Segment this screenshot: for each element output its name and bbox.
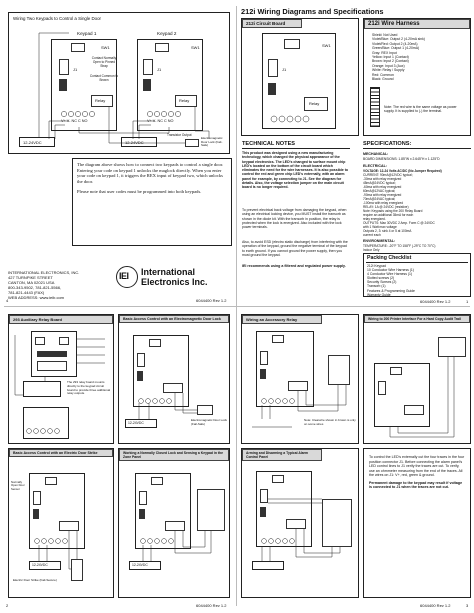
address-line: 427 TURNPIKE STREET xyxy=(8,275,53,280)
board-j1: J1 xyxy=(282,67,287,72)
spec-elec-line: 45mA@24VDC typical; xyxy=(363,181,396,185)
accessory-note: Note: Clearwire shown in brown is only on some wires xyxy=(304,418,356,426)
diagram-door-strike xyxy=(8,448,114,598)
tech-notes-rule xyxy=(242,148,350,149)
diagram-nc-lock xyxy=(118,448,230,598)
harness-item: Gray: REX Input xyxy=(372,50,397,55)
tech-notes-para-3: Also, to avoid ESD (electro static discharge) from interfering with the operation of the keypad, ground the negative terminal of the keypad to earth ground. If you cannot ground the power supply, then you must ground the keypad. xyxy=(242,240,348,257)
packing-item: Features & Programming Guide xyxy=(367,288,415,293)
doc-number: 6044400 Rev 1.2 xyxy=(196,298,227,303)
accessory-wiring xyxy=(242,315,360,445)
spec-elec-line: -90ma with relay energized xyxy=(363,193,402,197)
transistor-label: Transistor Output xyxy=(167,133,192,137)
address-line: 781-821-4443 (FAX) xyxy=(8,290,45,295)
spec-elec-title: ELECTRICAL: xyxy=(363,164,387,168)
packing-item: Transorb (1) xyxy=(367,284,386,289)
maglock-device-label: Electromagnetic Door Lock (Fail-Safe) xyxy=(191,418,228,426)
wire-harness-header: 212i Wire Harness xyxy=(364,19,470,29)
page-number: 3 xyxy=(466,603,469,608)
circuit-board-header: 212i Circuit Board xyxy=(242,19,302,28)
packing-item: 10 Conductor Wire Harness (1) xyxy=(367,268,414,273)
warning-text-bold: Permanent damage to the keypad may result if voltage is connected to J1 when the traces are not cut. xyxy=(369,480,463,489)
diagram-strike-header: Basic Access Control with an Electric Door Strike xyxy=(9,449,113,457)
keypad2-terminals: V+ V- NC C NO xyxy=(147,119,174,123)
tech-notes-recommend: IEI recommends using a filtered and regulated power supply. xyxy=(242,264,346,268)
keypad2-j1: J1 xyxy=(157,67,162,72)
tech-notes-para-1: This product was designed using a new manufacturing technology, which changed the physical appearance of the keypad electronics. The LED's changed to surface mount chip LED's located on the bottom of the circuit board which eliminates the need for the wire harnesses. It is also possible to control the red and green chip LED's externally, with an alarm panel for example, by connecting to J1. See the diagram for details. Also, the voltage selection jumper on the main circuit board is no longer required. xyxy=(242,151,349,190)
accessory-header: Wiring an Accessory Relay xyxy=(242,315,322,324)
harness-item: Yellow: Input 1 (Contact) xyxy=(372,55,409,60)
spec-env-title: ENVIRONMENTAL: xyxy=(363,239,396,243)
spec-elec-line: OUTPUTS: Max 30VDC 2 Amp. Form C @ 24VDC xyxy=(363,221,435,225)
address-line: 800-343-9502, 781-821-5566, xyxy=(8,285,62,290)
board-sw1: SW1 xyxy=(322,43,331,48)
company-name-1: International xyxy=(141,267,196,277)
packing-rule xyxy=(366,262,468,263)
power-supply-1-label: 12-24VDC xyxy=(23,140,42,145)
packing-item: 4 Conductor Wire Harness (1) xyxy=(367,272,413,277)
harness-item: White: Relay / Supply xyxy=(372,68,405,73)
spec-elec-line: 60mA@12VAC typical; xyxy=(363,189,396,193)
packing-checklist xyxy=(363,253,471,297)
harness-item: Green/Blue: Output 1 (4-20mA) xyxy=(372,46,420,51)
printer-header: Wiring to 200 Printer Interface For a Hard Copy Audit Trail xyxy=(364,315,470,323)
diagram-accessory-relay xyxy=(241,314,359,444)
page-number: 2 xyxy=(6,603,9,608)
harness-list xyxy=(372,33,425,81)
spec-env-line: Indoor Only xyxy=(363,248,380,252)
two-keypads-diagram xyxy=(8,12,230,154)
harness-item: Brown: Input 2 (Contact) xyxy=(372,59,409,64)
description-box xyxy=(72,158,232,246)
strike-device-label: Electric Door Strike (Fail-Secure) xyxy=(13,578,57,582)
harness-item: Violet/Blue: Output 2 (4-20mA sink) xyxy=(372,37,425,42)
spec-elec-line: Outputs 2, 3: sink 4 or 5 at 100mA xyxy=(363,229,412,233)
iei-logo-text: IEI xyxy=(119,271,129,281)
spec-elec-line: RELAY: 1A @ 24VDC (resistive) xyxy=(363,205,409,209)
nc-power-label: 12-24VDC xyxy=(132,563,148,567)
diagram-293-header: 293 Auxiliary Relay Board xyxy=(9,315,113,324)
diagram-alarm-panel xyxy=(241,448,359,598)
two-keypads-wiring xyxy=(9,13,231,155)
keypad2-sw1: SW1 xyxy=(191,45,200,50)
contact-note: Contact Normally Open to Pinned Strap xyxy=(91,56,117,68)
alarm-header: Arming and Disarming a Typical Alarm Control Panel xyxy=(242,449,322,461)
spec-elec-line: Note: Keypads using the 200 Relay Board xyxy=(363,209,423,213)
tech-notes-para-2: To prevent electrical back voltage from damaging the keypad, when using an electrical locking device, you MUST install the transorb as shown in the diode kit. With the transorb in position, the relay is protected when the lock is energized. Also included with the lock power terminals. xyxy=(242,208,347,230)
diagram-maglock-header: Basic Access Control with an Electromagnetic Door Lock xyxy=(119,315,229,323)
harness-item: Violet/Red: Output 2 (4-20mA) xyxy=(372,41,418,46)
specs-title: SPECIFICATIONS: xyxy=(363,141,412,147)
packing-item: 212i Keypad xyxy=(367,264,386,268)
harness-connector xyxy=(370,87,380,127)
page-number: 4 xyxy=(6,298,9,303)
address-line: CANTON, MA 02021 USA xyxy=(8,280,55,285)
circuit-board-diagram xyxy=(241,18,359,136)
packing-item: Warranty Guide xyxy=(367,292,391,297)
diagram-title: Wiring Two Keypads to Control a Single Door xyxy=(13,16,102,21)
keypad1-terminals: V+ V- NC C NO xyxy=(61,119,88,123)
keypad1-label: Keypad 1 xyxy=(77,31,97,36)
spec-elec-line: relay energized. xyxy=(363,217,386,221)
diagram-printer-interface xyxy=(363,314,471,444)
strike-power-label: 12-24VDC xyxy=(32,563,48,567)
keypad1-sw1: SW1 xyxy=(101,45,110,50)
packing-title: Packing Checklist xyxy=(367,255,412,261)
printer-wiring xyxy=(364,315,472,445)
strike-wiring xyxy=(9,449,115,599)
nc-wiring xyxy=(119,449,231,599)
diagram-293-relay-board xyxy=(8,314,114,444)
harness-item: Red: Common xyxy=(372,72,394,77)
harness-item: Shield: Not Used xyxy=(372,33,398,37)
page-number: 1 xyxy=(466,299,469,304)
description-text: The diagram above shows how to connect two keypads to control a single door. Entering your code on keypad 1 unlocks the maglock directly. When you enter your code on keypad 1, it triggers the REX input of keypad two, which unlocks the door. xyxy=(77,162,224,184)
spec-elec-line: -100ma with relay energized xyxy=(363,201,404,205)
tech-notes-title: TECHNICAL NOTES xyxy=(242,141,296,147)
board-relay-label: Relay xyxy=(309,101,320,106)
alarm-wiring xyxy=(242,449,360,599)
spec-elec-line: CURRENT: 90mA@12VDC typical; xyxy=(363,173,413,177)
diagram-293-note: The 293 relay board mounts directly to the keypad circuit board to provide three additional relay outputs. xyxy=(67,380,111,396)
spec-mech: BOARD DIMENSIONS: 1.85"W x 2.645"H x 1.125"D xyxy=(363,157,440,161)
address-line: WEB ADDRESS: www.ieib.com xyxy=(8,295,65,300)
packing-list xyxy=(367,264,415,297)
company-name-2: Electronics Inc. xyxy=(141,277,208,287)
doc-number: 6044400 Rev 1.2 xyxy=(420,299,451,304)
spec-env-line: TEMPERATURE: -20°F TO 158°F (-29°C TO 70°C) xyxy=(363,244,436,248)
keypad2-relay-label: Relay xyxy=(179,98,190,103)
spec-elec-line: with 1 Watt max voltage xyxy=(363,225,397,229)
spec-elec-line: VOLTAGE: 12-24 Volts AC/DC (No Jumper Required) xyxy=(363,169,442,173)
divider-horizontal xyxy=(4,306,470,307)
spec-elec-list xyxy=(363,169,442,237)
harness-note: Note: The red wire is the same voltage as power supply. It is supplied to (-) the terminal. xyxy=(384,105,457,114)
maglock-wiring xyxy=(119,315,231,445)
diagram-nc-header: Working a Normally Closed Lock and Sensing a Keypad in the Zone Panel xyxy=(119,449,229,461)
spec-elec-line: -30ma with relay energized xyxy=(363,177,402,181)
spec-elec-line: current each xyxy=(363,233,381,237)
program-note: Please note that user codes must be programmed into both keypads. xyxy=(77,189,202,195)
page-title: 212i Wiring Diagrams and Specifications xyxy=(241,7,384,16)
keypad1-j1: J1 xyxy=(73,67,78,72)
packing-item: Security Screws (2) xyxy=(367,280,397,285)
spec-elec-line: require an additional 35mA for each xyxy=(363,213,414,217)
wire-harness-box xyxy=(363,18,471,136)
diagram-maglock-control xyxy=(118,314,230,444)
keypad2-label: Keypad 2 xyxy=(157,31,177,36)
external-led-warning xyxy=(363,448,471,598)
board-terminals xyxy=(242,19,360,137)
spec-mech-title: MECHANICAL: xyxy=(363,152,389,156)
company-address xyxy=(8,270,79,300)
keypad1-relay-label: Relay xyxy=(95,98,106,103)
specs-rule xyxy=(363,148,471,149)
power-supply-2-label: 12-24VDC xyxy=(125,140,144,145)
spec-elec-line: -60ma with relay energized xyxy=(363,185,402,189)
warning-text: To control the LED's externally cut the four traces in the four position connector J1. Before connecting the alarm panel's LED control lines to J1 verify the traces are cut. To verify, use an ohmmeter measuring from the end of the traces. All the wires on J1: V+, red, green & ground. xyxy=(369,455,465,477)
address-line: INTERNATIONAL ELECTRONICS, INC. xyxy=(8,270,80,275)
maglock-label: Electromagnetic Door Lock (Fail-Safe) xyxy=(201,136,223,148)
doc-number: 6044400 Rev 1.2 xyxy=(196,603,227,608)
harness-item: Orange: Input 3 (Aux) xyxy=(372,63,405,68)
spec-elec-line: 70mA@24VAC typical; xyxy=(363,197,396,201)
maglock-power-label: 12-24VDC xyxy=(128,421,144,425)
doc-number: 6044400 Rev 1.2 xyxy=(420,603,451,608)
packing-item: Slotted screws (2) xyxy=(367,276,395,281)
harness-item: Black: Ground xyxy=(372,77,394,82)
contact-note-2: Contact Common to Brown xyxy=(89,74,119,82)
strike-sensor-label: Normally Open Door Sensor xyxy=(11,480,25,491)
diagram-293-wiring xyxy=(9,315,115,445)
